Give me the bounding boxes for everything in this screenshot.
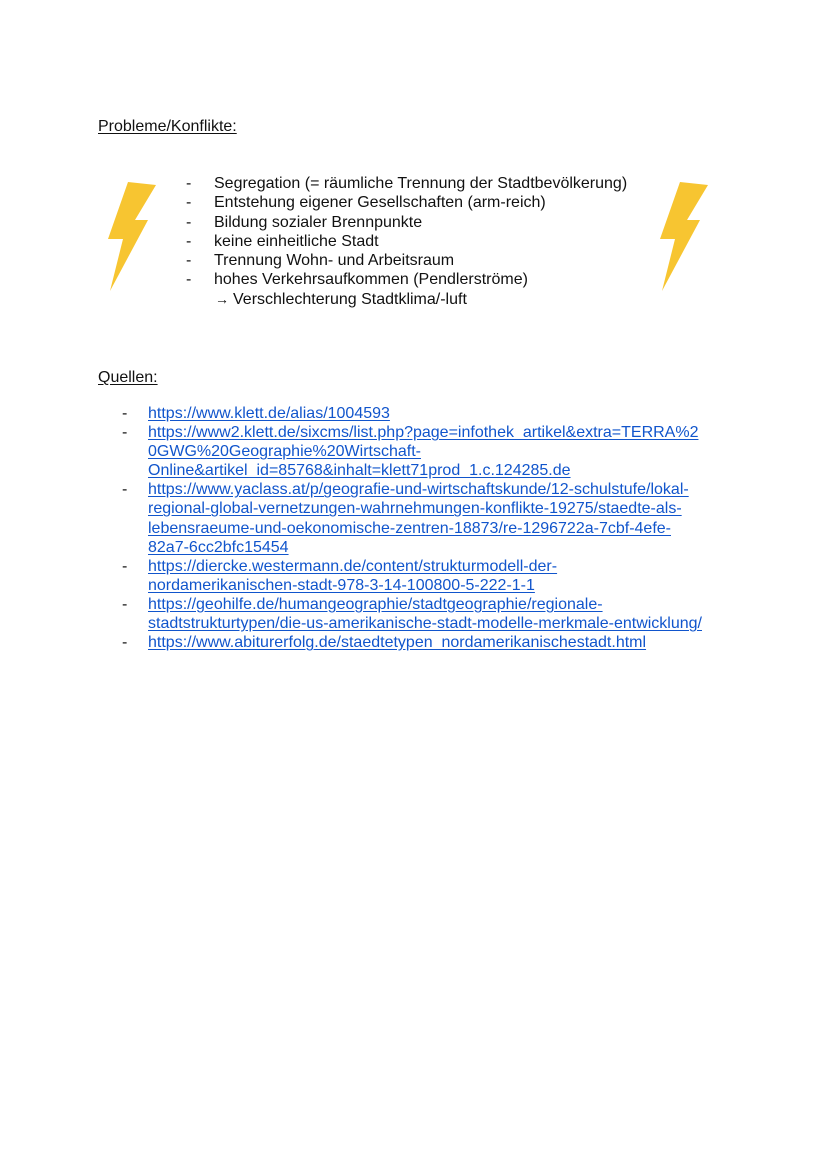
list-item: - hohes Verkehrsaufkommen (Pendlerströme) (186, 270, 627, 289)
source-link[interactable]: https://www2.klett.de/sixcms/list.php?page=infothek_artikel&extra=TERRA%2 0GWG%20Geographie%20Wirtschaft- Online&artikel_id=85768&inhalt=klett71prod_1.c.124285.de (148, 424, 699, 480)
sources-list (122, 404, 702, 652)
list-item (122, 480, 702, 556)
list-item (122, 595, 702, 633)
source-link[interactable]: https://www.klett.de/alias/1004593 (148, 405, 390, 422)
sources-heading: Quellen: (98, 369, 158, 386)
arrow-right-icon: → (215, 290, 229, 307)
sub-item-text: Verschlechterung Stadtklima/-luft (233, 290, 467, 308)
list-item: - Bildung sozialer Brennpunkte (186, 213, 627, 232)
lightning-bolt-icon (656, 182, 710, 292)
problems-list (186, 174, 627, 309)
list-item: - keine einheitliche Stadt (186, 232, 627, 251)
list-item: - Entstehung eigener Gesellschaften (arm-reich) (186, 193, 627, 212)
list-item (122, 557, 702, 595)
list-item: - Segregation (= räumliche Trennung der Stadtbevölkerung) (186, 174, 627, 193)
list-item (122, 633, 702, 652)
list-item (122, 404, 702, 423)
list-item (122, 423, 702, 480)
problems-heading: Probleme/Konflikte: (98, 118, 237, 135)
source-link[interactable]: https://www.yaclass.at/p/geografie-und-wirtschaftskunde/12-schulstufe/lokal- regional-global-vernetzungen-wahrnehmungen-konflikte-19275/staedte-als- lebensraeume-und-oekonomische-zentren-18873/re-1296722a-7cbf-4efe- 82a7-6cc2bfc15454 (148, 481, 689, 556)
list-sub-item (186, 290, 627, 309)
list-item: - Trennung Wohn- und Arbeitsraum (186, 251, 627, 270)
lightning-bolt-icon (104, 182, 158, 292)
source-link[interactable]: https://www.abiturerfolg.de/staedtetypen_nordamerikanischestadt.html (148, 634, 647, 652)
source-link[interactable]: https://geohilfe.de/humangeographie/stadtgeographie/regionale- stadtstrukturtypen/die-us-amerikanische-stadt-modelle-merkmale-entwicklung/ (148, 595, 702, 633)
source-link[interactable]: https://diercke.westermann.de/content/strukturmodell-der- nordamerikanischen-stadt-978-3-14-100800-5-222-1-1 (148, 557, 558, 594)
